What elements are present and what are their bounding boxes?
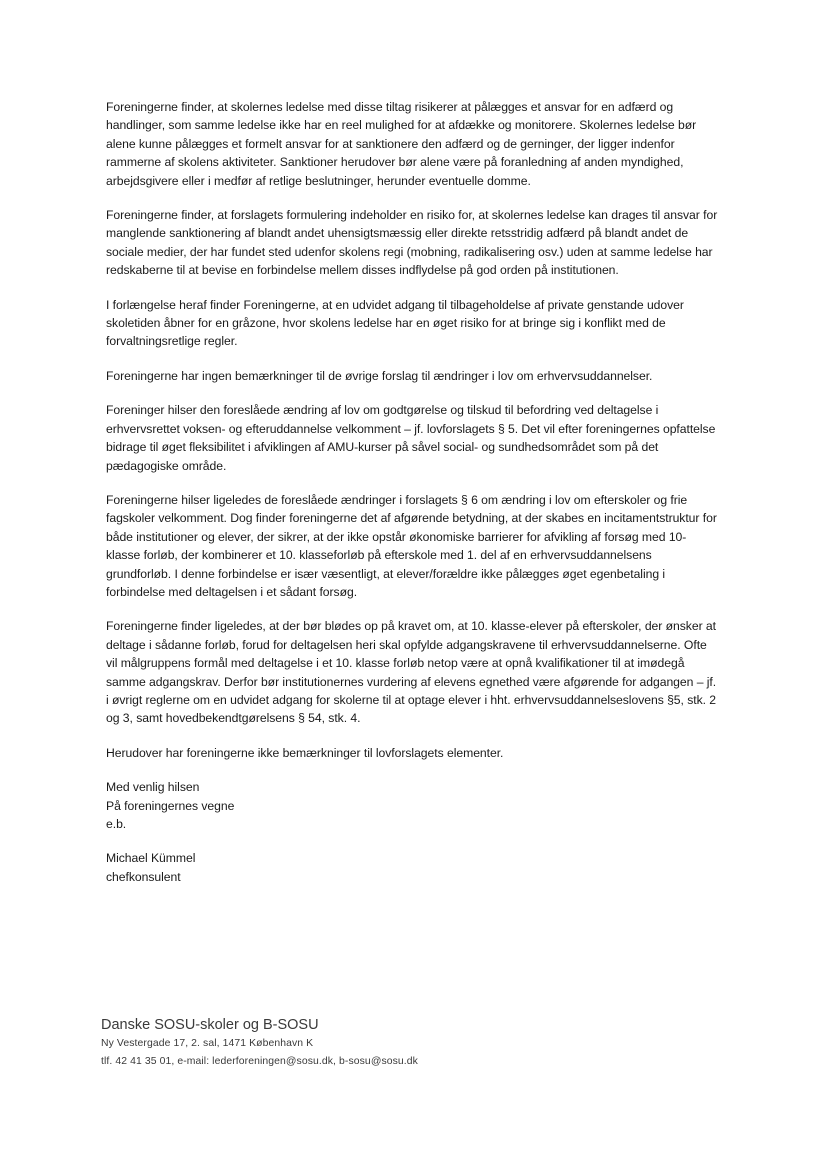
footer-organization: Danske SOSU-skoler og B-SOSU [101,1017,319,1033]
paragraph-ledelse-ansvar: Foreningerne finder, at skolernes ledelse med disse tiltag risikerer at pålægges et ansvar for en adfærd og handlinger, som samme ledelse ikke har en reel mulighed for at afdække og monitorere. Skolernes ledelse bør alene kunne pålægges et formelt ansvar for at sanktionere den adfærd og de gerninger, der ligger indenfor rammerne af skolens aktiviteter. Sanktioner herudover bør alene være på foranledning af anden myndighed, arbejdsgivere eller i medfør af retlige beslutninger, herunder eventuelle domme. [106,100,697,188]
signer-title: chefkonsulent [106,869,181,884]
paragraph-efterskoler: Foreningerne hilser ligeledes de foreslåede ændringer i forslagets § 6 om ændring i lov om efterskoler og frie fagskoler velkomment. Dog finder foreningerne det af afgørende betydning, at der skabes en incitamentstruktur for både institutioner og elever, der sikrer, at der ikke opstår økonomiske barrierer for afvikling af forsøg med 10-klasse forløb, der kombinerer et 10. klasseforløb på efterskole med 1. del af en erhvervsuddannelsens grundforløb. I denne forbindelse er især væsentligt, at elever/forældre ikke pålægges øget egenbetaling i forbindelse med deltagelsen i et sådant forsøg. [106,492,717,599]
paragraph-befordring: Foreninger hilser den foreslåede ændring af lov om godtgørelse og tilskud til befordring ved deltagelse i erhvervsrettet voksen- og efteruddannelse velkomment – jf. lovforslagets § 5. Det vil efter foreningernes opfattelse bidrage til øget fleksibilitet i afviklingen af AMU-kurser på såvel social- og sundhedsområdet som på det pædagogiske område. [106,403,716,473]
signature-block [106,778,718,886]
letter-body [106,98,718,886]
paragraph-tilbageholdelse: I forlængelse heraf finder Foreningerne, at en udvidet adgang til tilbageholdelse af private genstande udover skoletiden åbner for en gråzone, hvor skolens ledelse har en øget risiko for at bringe sig i konflikt med de forvaltningsretlige regler. [106,297,684,349]
letter-footer [101,1015,721,1071]
footer-contact: tlf. 42 41 35 01, e-mail: lederforeningen@sosu.dk, b-sosu@sosu.dk [101,1056,418,1067]
closing-greeting: Med venlig hilsen [106,780,200,795]
closing-on-behalf: På foreningernes vegne [106,798,235,813]
signer-name: Michael Kümmel [106,851,196,866]
paragraph-sanktionering-risiko: Foreningerne finder, at forslagets formulering indeholder en risiko for, at skolernes ledelse kan drages til ansvar for manglende sanktionering af blandt andet uhensigtsmæssig eller direkte retsstridig adfærd på blandt andet de sociale medier, der har fundet sted udenfor skolens regi (mobning, radikalisering osv.) uden at samme ledelse har redskaberne til at bevise en forbindelse mellem disses indflydelse på god orden på institutionen. [106,208,718,278]
paragraph-herudover: Herudover har foreningerne ikke bemærkninger til lovforslagets elementer. [106,745,504,760]
paragraph-ingen-bemaerkninger: Foreningerne har ingen bemærkninger til de øvrige forslag til ændringer i lov om erhvervsuddannelser. [106,368,653,383]
closing-eb: e.b. [106,817,127,831]
signature-gap [106,833,718,849]
paragraph-adgangskrav: Foreningerne finder ligeledes, at der bør blødes op på kravet om, at 10. klasse-elever på efterskoler, der ønsker at deltage i sådanne forløb, forud for deltagelsen heri skal opfylde adgangskravene til erhvervsuddannelserne. Ofte vil målgruppens formål med deltagelse i et 10. klasse forløb netop være at opnå kvalifikationer til at imødegå samme adgangskrav. Derfor bør institutionernes vurdering af elevens egnethed være afgørende for adgangen – jf. i øvrigt reglerne om en udvidet adgang for skolerne til at optage elever i hht. erhvervsuddannelseslovens §5, stk. 2 og 3, samt hovedbekendtgørelsens § 54, stk. 4. [106,619,717,726]
footer-address: Ny Vestergade 17, 2. sal, 1471 København K [101,1038,314,1049]
